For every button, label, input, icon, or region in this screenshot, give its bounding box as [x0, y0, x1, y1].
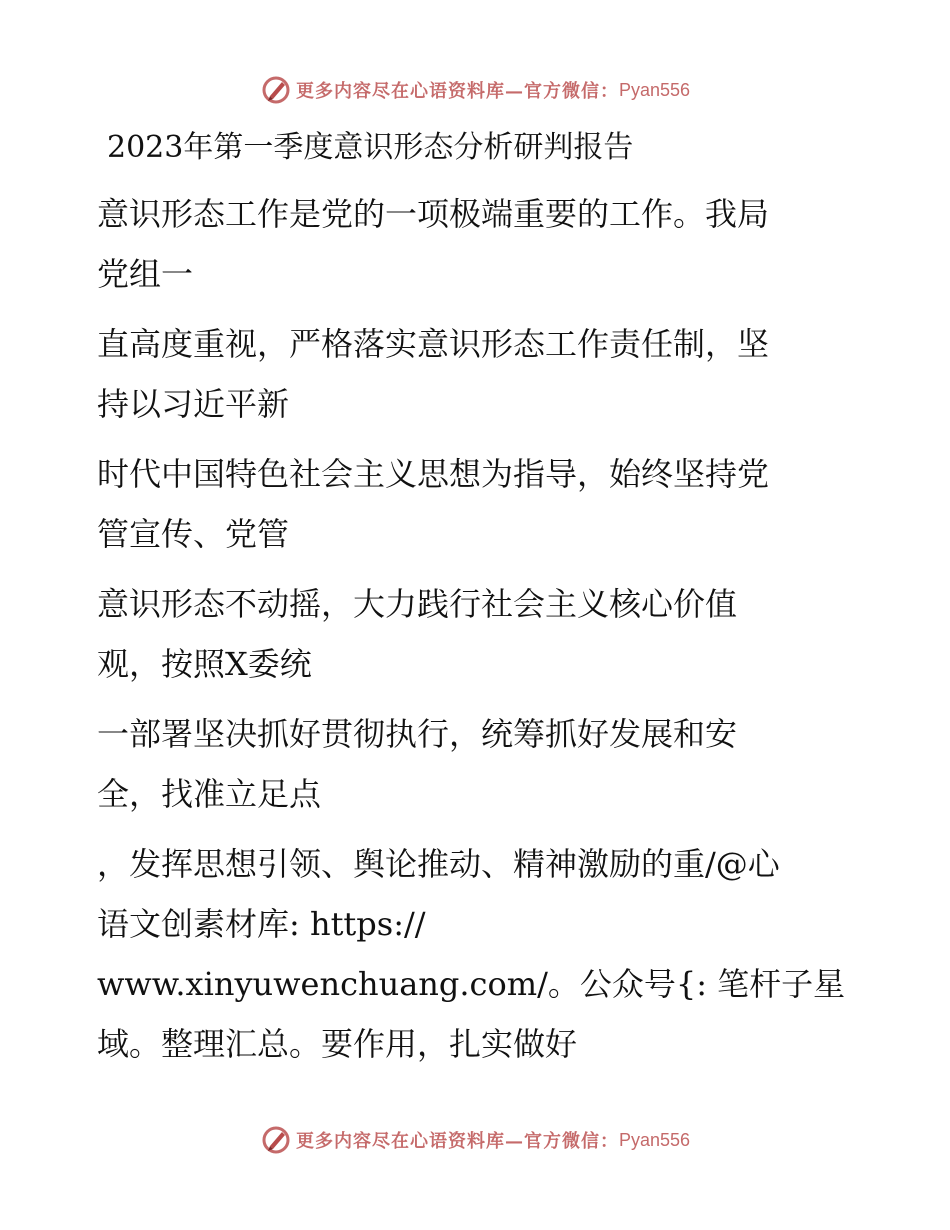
footer-watermark-banner [0, 1120, 950, 1160]
paragraph-line: 观，按照X委统 [97, 645, 312, 683]
paragraph-line: 语文创素材库: https:// [97, 905, 426, 943]
header-banner-text: 更多内容尽在心语资料库—官方微信： [295, 81, 619, 102]
paragraph [97, 574, 837, 694]
header-wechat-id: Pyan556 [618, 79, 691, 100]
header-watermark-banner [0, 70, 950, 110]
paragraph-line: 持以习近平新 [97, 385, 290, 423]
paragraph-line: ，发挥思想引领、舆论推动、精神激励的重/@心 [97, 845, 780, 883]
paragraph-line: 域。整理汇总。要作用，扎实做好 [97, 1025, 578, 1063]
paragraph [97, 704, 837, 824]
pen-logo-icon [260, 1124, 292, 1156]
document-body [97, 118, 846, 1074]
pen-logo-icon [260, 74, 292, 106]
paragraph [97, 834, 846, 1074]
paragraph [97, 184, 837, 304]
paragraph-line: 时代中国特色社会主义思想为指导，始终坚持党 [97, 455, 770, 493]
document-title: 2023年第一季度意识形态分析研判报告 [107, 130, 634, 165]
paragraph-line: 管宣传、党管 [97, 515, 290, 553]
paragraph-line: www.xinyuwenchuang.com/。公众号{: 笔杆子星 [97, 965, 846, 1003]
footer-wechat-id: Pyan556 [618, 1129, 691, 1150]
paragraph-line: 党组一 [97, 255, 194, 293]
paragraph-line: 一部署坚决抓好贯彻执行，统筹抓好发展和安 [97, 715, 738, 753]
paragraph-line: 全，找准立足点 [97, 775, 322, 813]
paragraph-line: 意识形态不动摇，大力践行社会主义核心价值 [97, 585, 738, 623]
paragraph [97, 444, 837, 564]
paragraph-line: 直高度重视，严格落实意识形态工作责任制，坚 [97, 325, 770, 363]
paragraph-line: 意识形态工作是党的一项极端重要的工作。我局 [97, 195, 770, 233]
paragraph [97, 314, 837, 434]
footer-banner-text: 更多内容尽在心语资料库—官方微信： [295, 1131, 619, 1152]
